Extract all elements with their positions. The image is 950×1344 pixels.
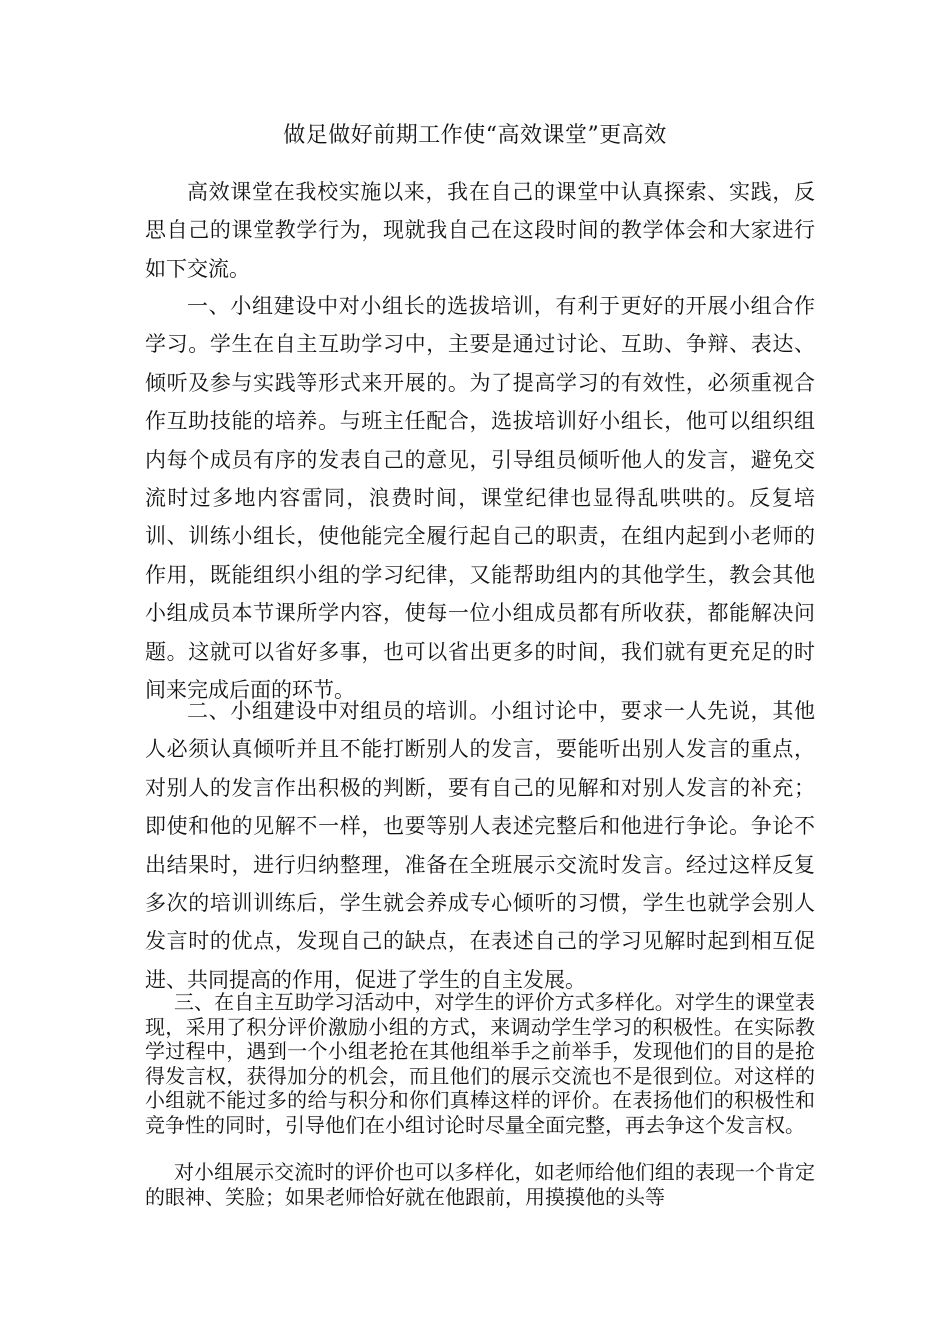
paragraph-section-three: 三、在自主互助学习活动中，对学生的评价方式多样化。对学生的课堂表现，采用了积分评价激励小组的方式，来调动学生学习的积极性。在实际教学过程中，遇到一个小组老抢在其他组举手之前举手，发现他们的目的是抢得发言权，获得加分的机会，而且他们的展示交流也不是很到位。对这样的小组就不能过多的给与积分和你们真棒这样的评价。在表扬他们的积极性和竞争性的同时，引导他们在小组讨论时尽量全面完整，再去争这个发言权。 — [145, 990, 815, 1137]
paragraph-evaluation: 对小组展示交流时的评价也可以多样化，如老师给他们组的表现一个肯定的眼神、笑脸；如果老师恰好就在他跟前，用摸摸他的头等 — [145, 1160, 815, 1209]
document-title: 做足做好前期工作使“高效课堂”更高效 — [283, 123, 667, 148]
paragraph-intro: 高效课堂在我校实施以来，我在自己的课堂中认真探索、实践，反思自己的课堂教学行为，现就我自己在这段时间的教学体会和大家进行如下交流。 — [145, 180, 815, 281]
paragraph-section-two: 二、小组建设中对组员的培训。小组讨论中，要求一人先说，其他人必须认真倾听并且不能打断别人的发言，要能听出别人发言的重点，对别人的发言作出积极的判断，要有自己的见解和对别人发言的补充；即使和他的见解不一样，也要等别人表述完整后和他进行争论。争论不出结果时，进行归纳整理，准备在全班展示交流时发言。经过这样反复多次的培训训练后，学生就会养成专心倾听的习惯，学生也就学会别人发言时的优点，发现自己的缺点，在表述自己的学习见解时起到相互促进、共同提高的作用，促进了学生的自主发展。 — [145, 699, 815, 992]
paragraph-section-one: 一、小组建设中对小组长的选拔培训，有利于更好的开展小组合作学习。学生在自主互助学习中，主要是通过讨论、互助、争辩、表达、倾听及参与实践等形式来开展的。为了提高学习的有效性，必须重视合作互助技能的培养。与班主任配合，选拔培训好小组长，他可以组织组内每个成员有序的发表自己的意见，引导组员倾听他人的发言，避免交流时过多地内容雷同，浪费时间，课堂纪律也显得乱哄哄的。反复培训、训练小组长，使他能完全履行起自己的职责，在组内起到小老师的作用，既能组织小组的学习纪律，又能帮助组内的其他学生，教会其他小组成员本节课所学内容，使每一位小组成员都有所收获，都能解决问题。这就可以省好多事，也可以省出更多的时间，我们就有更充足的时间来完成后面的环节。 — [145, 294, 815, 703]
